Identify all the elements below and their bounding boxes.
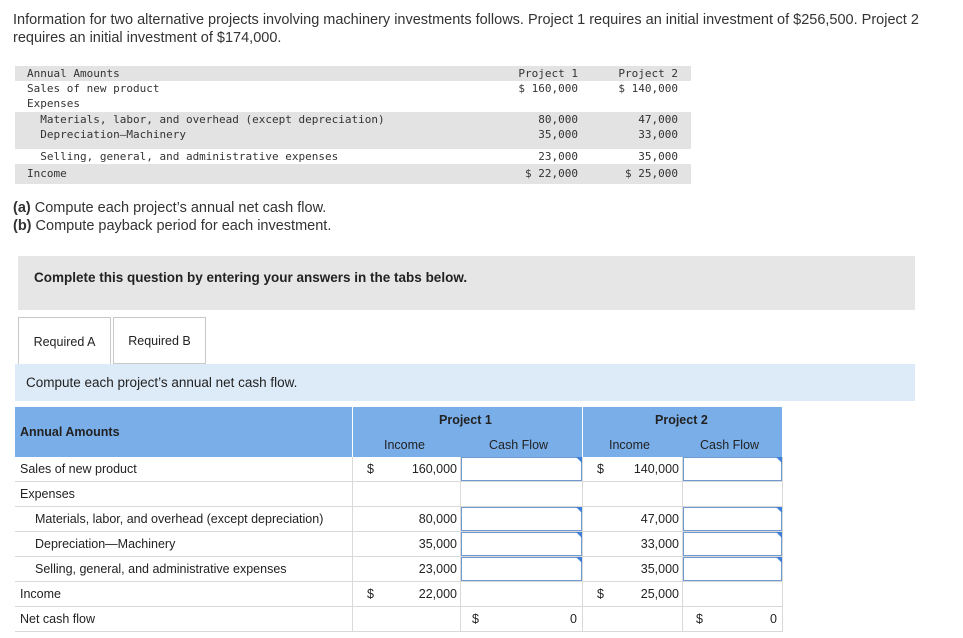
header-p2-income: Income (609, 438, 650, 452)
part-list (13, 199, 331, 235)
currency-symbol: $ (472, 612, 479, 626)
table-row (15, 482, 782, 507)
part-a-text: Compute each project’s annual net cash flow. (30, 200, 327, 216)
info-row-label: Income (27, 166, 67, 180)
part-b-text: Compute payback period for each investment. (31, 218, 332, 234)
p2-income-depreciation: 33,000 (640, 537, 679, 551)
currency-symbol: $ (597, 462, 604, 476)
row-label-selling: Selling, general, and administrative expenses (35, 562, 287, 576)
info-row-label: Sales of new product (27, 82, 160, 96)
grid-divider (682, 457, 683, 632)
info-row-v2: 47,000 (638, 112, 678, 126)
info-row (15, 81, 691, 96)
p2-cashflow-materials-input[interactable] (683, 507, 782, 531)
row-label-sales: Sales of new product (20, 462, 137, 476)
info-row-v1: 23,000 (538, 149, 578, 165)
info-row-v2: $ 140,000 (618, 82, 678, 96)
header-project2-cell (583, 407, 782, 457)
info-header-label: Annual Amounts (27, 67, 120, 80)
question-prompt-bar (15, 364, 915, 401)
row-label-depreciation: Depreciation—Machinery (35, 537, 176, 551)
p2-cashflow-sales-input[interactable] (683, 457, 782, 481)
header-p2-cashflow: Cash Flow (700, 438, 760, 452)
grid-divider (582, 457, 583, 632)
table-row (15, 557, 782, 582)
p1-cashflow-materials-input[interactable] (461, 507, 582, 531)
info-row-label: Expenses (27, 97, 80, 111)
p2-income-materials: 47,000 (640, 512, 679, 526)
p2-income-sales: 140,000 (633, 462, 679, 476)
currency-symbol: $ (367, 587, 374, 601)
currency-symbol: $ (597, 587, 604, 601)
info-header-project2: Project 2 (618, 67, 678, 80)
header-annual-amounts-cell (15, 407, 352, 457)
p1-net-cash-flow: 0 (570, 612, 577, 626)
p1-income-selling: 23,000 (418, 562, 457, 576)
p1-income-depreciation: 35,000 (418, 537, 457, 551)
row-label-materials: Materials, labor, and overhead (except depreciation) (35, 512, 324, 526)
header-project2: Project 2 (655, 413, 708, 427)
info-row-group (15, 112, 691, 149)
p1-income-total: 22,000 (418, 587, 457, 601)
p1-income-materials: 80,000 (418, 512, 457, 526)
info-table (15, 66, 691, 184)
row-label-expenses: Expenses (20, 487, 75, 501)
tab-required-a[interactable]: Required A (18, 317, 111, 365)
part-b (13, 217, 331, 235)
currency-symbol: $ (367, 462, 374, 476)
part-b-tag: (b) (13, 218, 32, 234)
p2-income-total: 25,000 (640, 587, 679, 601)
info-table-header-row (15, 66, 691, 81)
p2-net-cash-flow: 0 (770, 612, 777, 626)
table-row (15, 532, 782, 557)
info-row-v2: 35,000 (638, 149, 678, 165)
info-row-v1: $ 22,000 (525, 166, 578, 180)
row-label-income: Income (20, 587, 61, 601)
header-p1-cashflow: Cash Flow (489, 438, 549, 452)
tab-required-b[interactable]: Required B (113, 317, 206, 364)
instruction-text: Complete this question by entering your answers in the tabs below. (34, 270, 468, 285)
instruction-banner (18, 256, 915, 310)
info-row-v1: $ 160,000 (518, 82, 578, 96)
grid-divider (352, 457, 353, 632)
grid-divider (782, 457, 783, 632)
info-row (15, 96, 691, 111)
p1-income-sales: 160,000 (411, 462, 457, 476)
info-row-label: Materials, labor, and overhead (except depreciation) (27, 112, 385, 126)
info-row-v1: 35,000 (538, 127, 578, 141)
header-project1-cell (353, 407, 582, 457)
row-label-net-cash-flow: Net cash flow (20, 612, 96, 626)
info-row-v2: 33,000 (638, 127, 678, 141)
header-annual-amounts: Annual Amounts (20, 425, 120, 439)
p2-cashflow-selling-input[interactable] (683, 557, 782, 581)
p1-cashflow-sales-input[interactable] (461, 457, 582, 481)
info-row-v2: $ 25,000 (625, 166, 678, 180)
currency-symbol: $ (696, 612, 703, 626)
p2-income-selling: 35,000 (640, 562, 679, 576)
table-row (15, 582, 782, 607)
part-a-tag: (a) (13, 200, 31, 216)
info-row-v1: 80,000 (538, 112, 578, 126)
info-row-label: Depreciation—Machinery (27, 127, 186, 141)
info-row (15, 164, 691, 184)
part-a (13, 199, 331, 217)
info-row-label: Selling, general, and administrative expenses (27, 149, 339, 163)
header-project1: Project 1 (439, 413, 492, 427)
table-row (15, 457, 782, 482)
table-row (15, 507, 782, 532)
info-header-project1: Project 1 (518, 67, 578, 80)
question-prompt: Compute each project’s annual net cash flow. (26, 375, 298, 390)
table-row (15, 607, 782, 632)
p2-cashflow-depreciation-input[interactable] (683, 532, 782, 556)
header-p1-income: Income (384, 438, 425, 452)
p1-cashflow-selling-input[interactable] (461, 557, 582, 581)
p1-cashflow-depreciation-input[interactable] (461, 532, 582, 556)
grid-divider (460, 457, 461, 632)
info-row (15, 149, 691, 164)
problem-intro: Information for two alternative projects involving machinery investments follows. Project 1 requires an initial investment of $256,500. Project 2 requires an initial investment of $174,000. (13, 12, 919, 46)
